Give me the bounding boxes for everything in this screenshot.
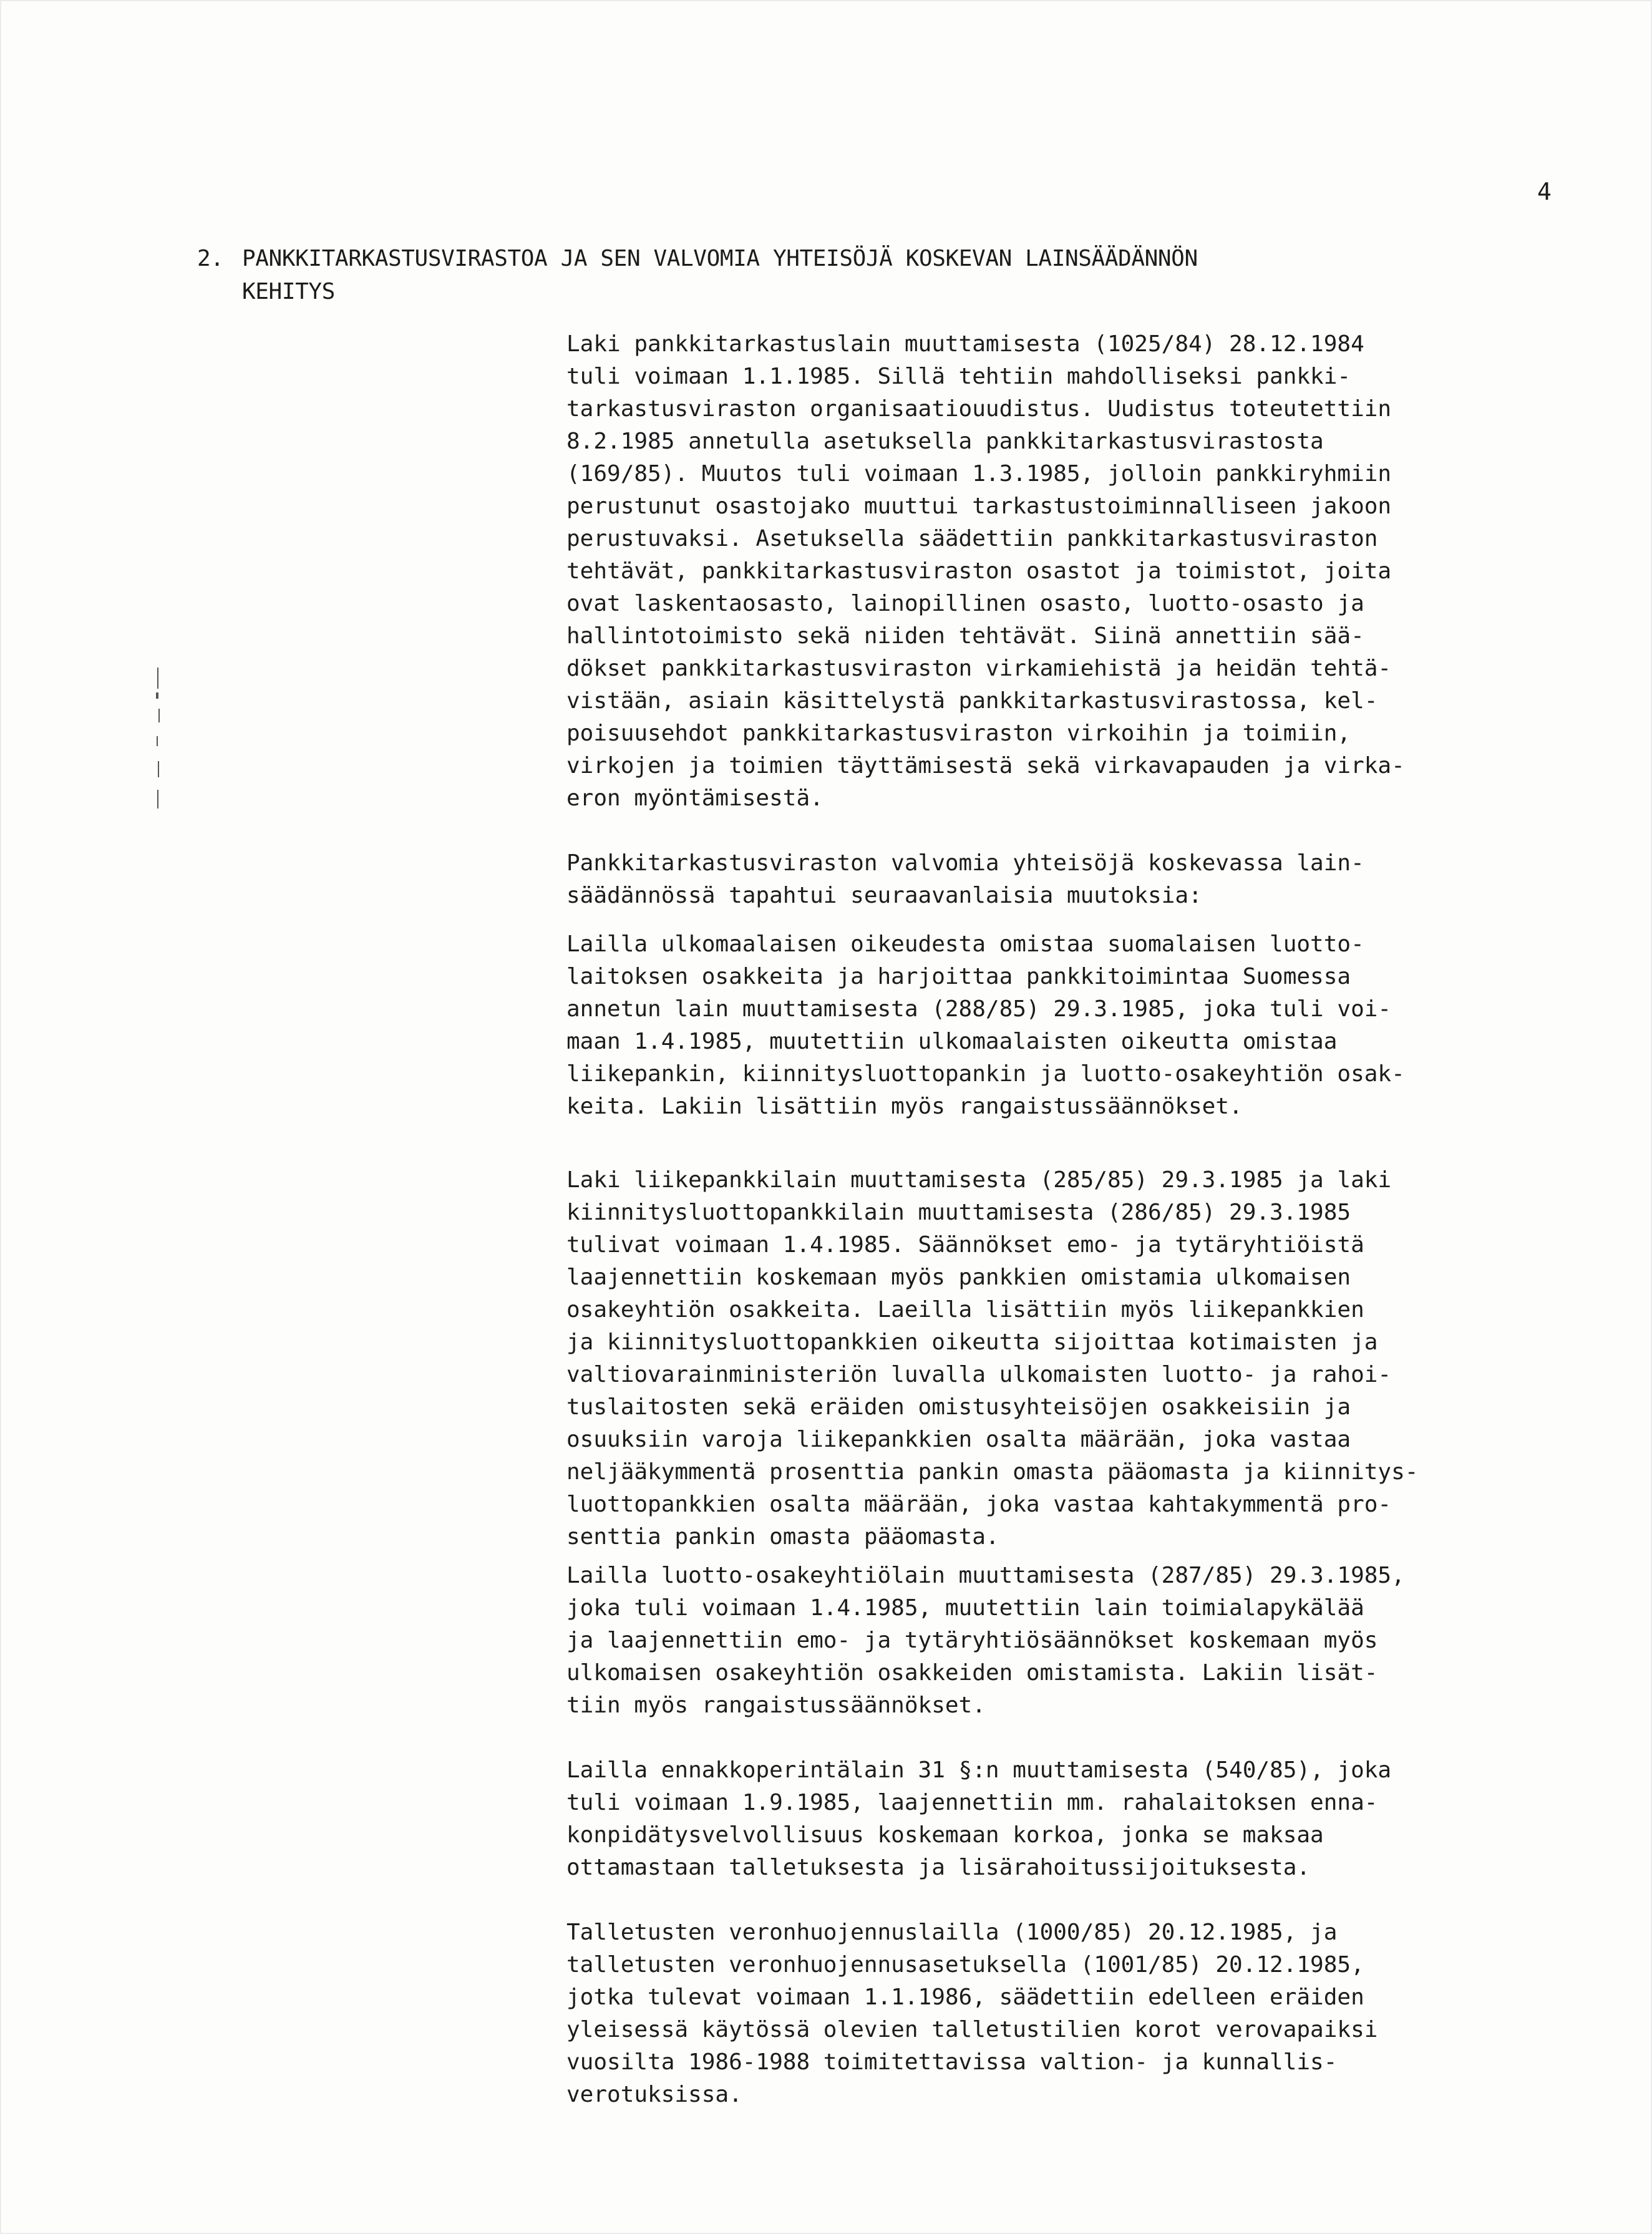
text-line: osakeyhtiön osakkeita. Laeilla lisättiin myös liikepankkien [566,1297,1364,1323]
text-line: vuosilta 1986-1988 toimitettavissa valtion- ja kunnallis- [566,2049,1338,2075]
text-line: luottopankkien osalta määrään, joka vastaa kahtakymmentä pro- [566,1492,1392,1517]
text-line: ulkomaisen osakeyhtiön osakkeiden omistamista. Lakiin lisät- [566,1660,1378,1686]
section-heading [197,242,1632,308]
text-line: osuuksiin varoja liikepankkien osalta määrään, joka vastaa [566,1427,1351,1452]
text-line: perustuvaksi. Asetuksella säädettiin pankkitarkastusviraston [566,526,1378,551]
text-line: perustunut osastojako muuttui tarkastustoiminnalliseen jakoon [566,493,1392,519]
text-line: Laki pankkitarkastuslain muuttamisesta (1025/84) 28.12.1984 [566,331,1364,357]
text-line: talletusten veronhuojennusasetuksella (1001/85) 20.12.1985, [566,1952,1364,1978]
text-line: Laki liikepankkilain muuttamisesta (285/85) 29.3.1985 ja laki [566,1167,1392,1193]
section-title-line-1: PANKKITARKASTUSVIRASTOA JA SEN VALVOMIA YHTEISÖJÄ KOSKEVAN LAINSÄÄDÄNNÖN [242,246,1198,271]
text-line: maan 1.4.1985, muutettiin ulkomaalaisten oikeutta omistaa [566,1029,1338,1054]
margin-pencil-mark [155,668,161,811]
text-line: liikepankin, kiinnitysluottopankin ja luotto-osakeyhtiön osak- [566,1061,1405,1087]
page-number: 4 [1537,178,1552,205]
text-line: hallintotoimisto sekä niiden tehtävät. Siinä annettiin sää- [566,623,1364,649]
text-line: tulivat voimaan 1.4.1985. Säännökset emo- ja tytäryhtiöistä [566,1232,1364,1258]
text-line: Lailla luotto-osakeyhtiölain muuttamisesta (287/85) 29.3.1985, [566,1563,1405,1588]
text-line: tehtävät, pankkitarkastusviraston osastot ja toimistot, joita [566,558,1392,584]
text-line: yleisessä käytössä olevien talletustilien korot verovapaiksi [566,2017,1378,2042]
paragraph-foreign-ownership-law [566,928,1565,1123]
text-line: Talletusten veronhuojennuslailla (1000/85) 20.12.1985, ja [566,1920,1338,1945]
text-line: tiin myös rangaistussäännökset. [566,1692,986,1718]
text-line: vistään, asiain käsittelystä pankkitarkastusvirastossa, kel- [566,688,1378,714]
text-line: laajennettiin koskemaan myös pankkien omistamia ulkomaisen [566,1265,1351,1290]
paragraph-organisation-reform [566,328,1565,815]
text-line: säädännössä tapahtui seuraavanlaisia muutoksia: [566,883,1202,908]
text-line: (169/85). Muutos tuli voimaan 1.3.1985, jolloin pankkiryhmiin [566,461,1392,487]
section-number: 2. [197,246,224,271]
text-line: neljääkymmentä prosenttia pankin omasta pääomasta ja kiinnitys- [566,1459,1419,1485]
text-line: virkojen ja toimien täyttämisestä sekä virkavapauden ja virka- [566,753,1405,779]
paragraph-deposit-tax-relief [566,1916,1565,2111]
text-line: Lailla ulkomaalaisen oikeudesta omistaa suomalaisen luotto- [566,931,1364,957]
text-line: Pankkitarkastusviraston valvomia yhteisöjä koskevassa lain- [566,850,1364,876]
text-line: konpidätysvelvollisuus koskemaan korkoa, jonka se maksaa [566,1822,1324,1848]
section-title-line-2: KEHITYS [242,279,335,304]
text-line: ovat laskentaosasto, lainopillinen osasto, luotto-osasto ja [566,591,1364,616]
text-line: tuslaitosten sekä eräiden omistusyhteisöjen osakkeisiin ja [566,1394,1351,1420]
text-line: senttia pankin omasta pääomasta. [566,1524,999,1550]
text-line: keita. Lakiin lisättiin myös rangaistussäännökset. [566,1094,1243,1119]
text-line: jotka tulevat voimaan 1.1.1986, säädettiin edelleen eräiden [566,1984,1364,2010]
text-line: dökset pankkitarkastusviraston virkamiehistä ja heidän tehtä- [566,656,1392,681]
paragraph-credit-company-law [566,1560,1565,1722]
text-line: kiinnitysluottopankkilain muuttamisesta (286/85) 29.3.1985 [566,1200,1351,1225]
text-line: tuli voimaan 1.1.1985. Sillä tehtiin mahdolliseksi pankki- [566,364,1351,389]
text-line: valtiovarainministeriön luvalla ulkomaisten luotto- ja rahoi- [566,1362,1392,1387]
text-line: poisuusehdot pankkitarkastusviraston virkoihin ja toimiin, [566,721,1351,746]
paragraph-commercial-bank-law [566,1164,1565,1553]
text-line: tarkastusviraston organisaatiouudistus. Uudistus toteutettiin [566,396,1392,422]
paragraph-legislation-intro [566,847,1565,912]
text-line: verotuksissa. [566,2082,742,2107]
text-line: 8.2.1985 annetulla asetuksella pankkitarkastusvirastosta [566,429,1324,454]
text-line: laitoksen osakkeita ja harjoittaa pankkitoimintaa Suomessa [566,964,1351,989]
body-text [566,328,1565,2111]
paragraph-withholding-tax-law [566,1754,1565,1884]
text-line: tuli voimaan 1.9.1985, laajennettiin mm. rahalaitoksen enna- [566,1790,1378,1815]
text-line: ja laajennettiin emo- ja tytäryhtiösäännökset koskemaan myös [566,1628,1378,1653]
text-line: joka tuli voimaan 1.4.1985, muutettiin lain toimialapykälää [566,1595,1364,1621]
text-line: eron myöntämisestä. [566,785,824,811]
text-line: ja kiinnitysluottopankkien oikeutta sijoittaa kotimaisten ja [566,1329,1378,1355]
text-line: ottamastaan talletuksesta ja lisärahoitussijoituksesta. [566,1855,1311,1880]
text-line: annetun lain muuttamisesta (288/85) 29.3.1985, joka tuli voi- [566,996,1392,1022]
text-line: Lailla ennakkoperintälain 31 §:n muuttamisesta (540/85), joka [566,1757,1392,1783]
